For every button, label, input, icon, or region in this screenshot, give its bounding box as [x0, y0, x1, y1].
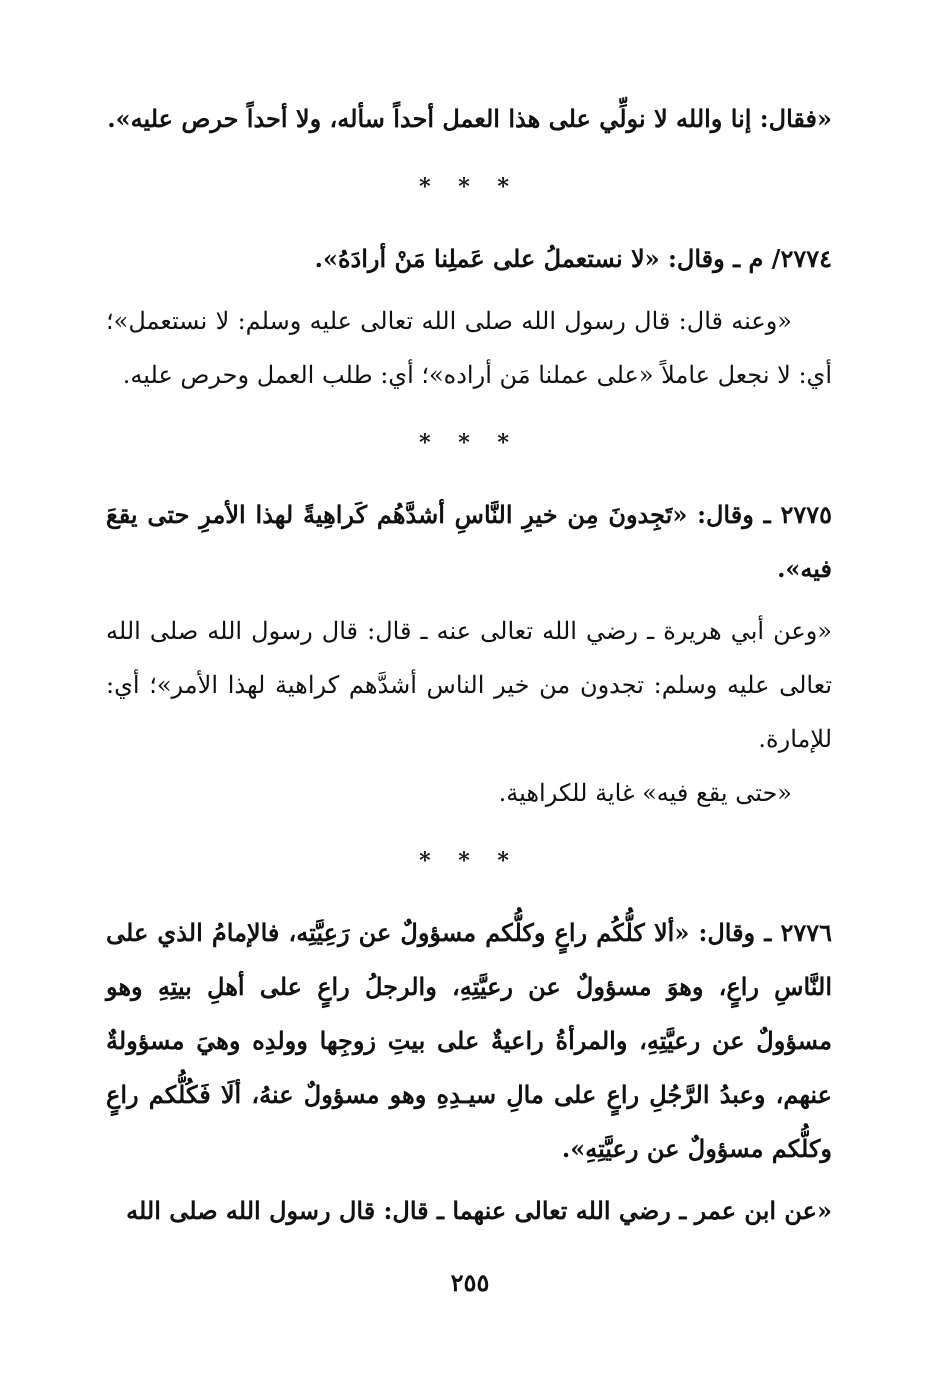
paragraph-commentary-2775-note: «حتى يقع فيه» غاية للكراهية.	[498, 779, 792, 807]
paragraph-hadith-continuation: «فقال: إنا والله لا نولِّي على هذا العمل أحداً سأله، ولا أحداً حرص عليه».	[107, 104, 832, 133]
paragraph-commentary-2774: «وعنه قال: قال رسول الله صلى الله تعالى عليه وسلم: لا نستعمل»؛ أي: لا نجعل عاملاً «على عملنا مَن أراده»؛ أي: طلب العمل وحرص عليه.	[106, 307, 832, 389]
paragraph-hadith-2776: ٢٧٧٦ ـ وقال: «ألا كلُّكُم راعٍ وكلُّكم مسؤولٌ عن رَعِيَّتِه، فالإمامُ الذي على النَّاسِ راعٍ، وهوَ مسؤولٌ عن رعيَّتِهِ، والرجلُ راعٍ على أهلِ بيتِهِ وهو مسؤولٌ عن رعيَّتِهِ، والمرأةُ راعيةٌ على بيتِ زوجِها وولدِه وهيَ مسؤولةٌ عنهم، وعبدُ الرَّجُلِ راعٍ على مالِ سيـدِهِ وهو مسؤولٌ عنهُ، ألَا فَكُلُّكم راعٍ وكلُّكم مسؤولٌ عن رعيَّتِهِ».	[106, 918, 832, 1163]
paragraph-commentary-2776: «عن ابن عمر ـ رضي الله تعالى عنهما ـ قال: قال رسول الله صلى الله	[126, 1196, 832, 1225]
section-separator: * * *	[419, 430, 519, 456]
page-body	[106, 92, 832, 1238]
section-separator: * * *	[419, 174, 519, 200]
paragraph-commentary-2775: «وعن أبي هريرة ـ رضي الله تعالى عنه ـ قال: قال رسول الله صلى الله تعالى عليه وسلم: تجدون من خير الناس أشدَّهم كراهية لهذا الأمر»؛ أي: للإمارة.	[106, 617, 832, 753]
paragraph-hadith-2775: ٢٧٧٥ ـ وقال: «تَجِدونَ مِن خيرِ النَّاسِ أشدَّهُم كَراهِيةً لهذا الأمرِ حتى يقعَ فيه».	[106, 500, 832, 583]
paragraph-hadith-2774: ٢٧٧٤/ م ـ وقال: «لا نستعملُ على عَملِنا مَنْ أرادَهُ».	[314, 244, 832, 273]
section-separator: * * *	[419, 848, 519, 874]
page-number: ٢٥٥	[450, 1268, 490, 1297]
